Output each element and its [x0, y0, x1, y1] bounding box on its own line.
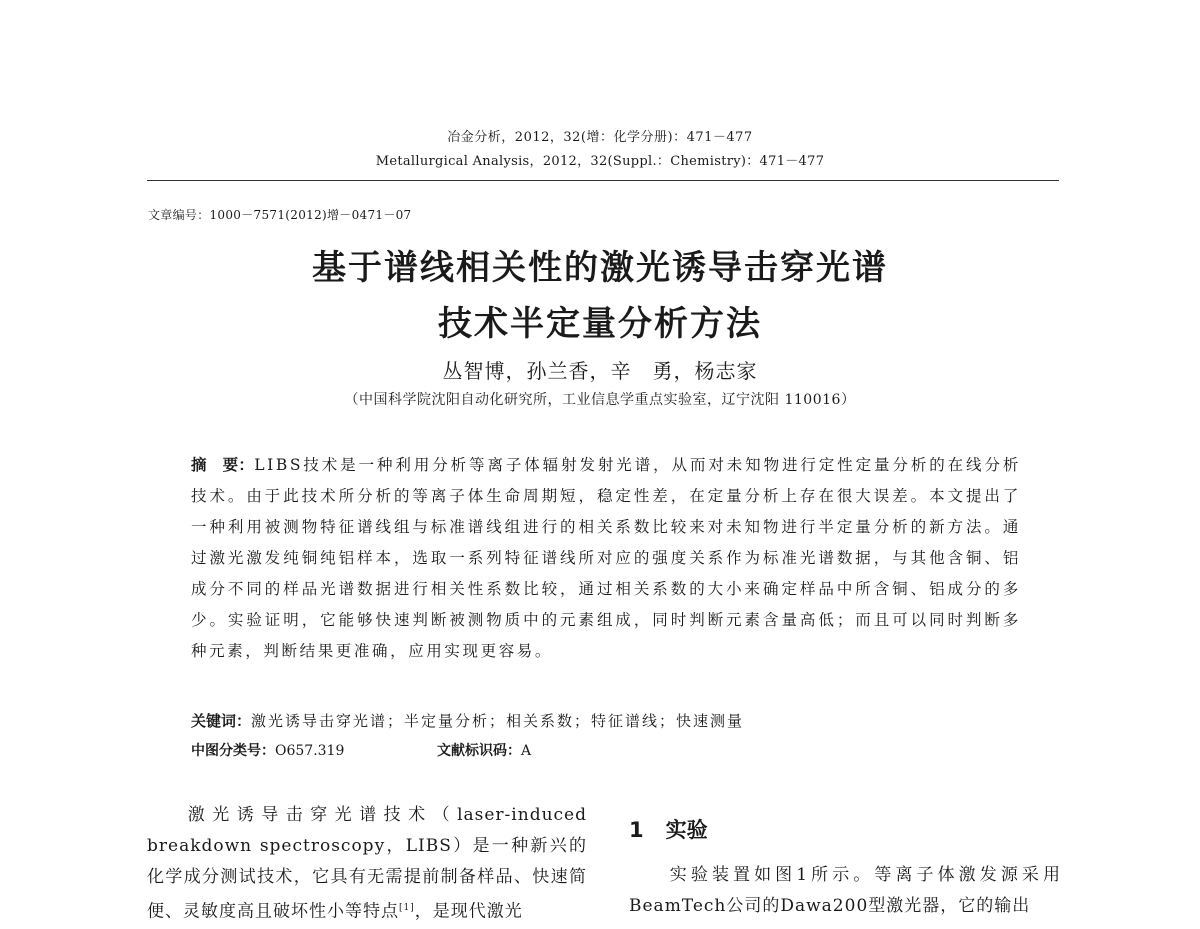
section-paragraph: 实验装置如图1所示。等离子体激发源采用BeamTech公司的Dawa200型激光器，它的输出: [629, 865, 1061, 916]
paper-title-line2: 技术半定量分析方法: [438, 304, 762, 344]
journal-header-en: Metallurgical Analysis，2012，32(Suppl.：Chemistry)：471－477: [375, 154, 825, 169]
section-heading: [629, 814, 708, 844]
journal-header-cn: 冶金分析，2012，32(增：化学分册)：471－477: [447, 130, 753, 145]
citation: [1]: [399, 903, 415, 913]
classification-row: [191, 740, 532, 760]
doc-code-label: 文献标识码：: [437, 743, 521, 759]
header-rule: [147, 180, 1059, 181]
abstract-text: LIBS技术是一种利用分析等离子体辐射发射光谱，从而对未知物进行定性定量分析的在线分析技术。由于此技术所分析的等离子体生命周期短，稳定性差，在定量分析上存在很大误差。本文提出了一种利用被测物特征谱线组与标准谱线组进行的相关系数比较来对未知物进行半定量分析的新方法。通过激光激发纯铜纯铝样本，选取一系列特征谱线所对应的强度关系作为标准光谱数据，与其他含铜、铝成分不同的样品光谱数据进行相关性系数比较，通过相关系数的大小来确定样品中所含铜、铝成分的多少。实验证明，它能够快速判断被测物质中的元素组成，同时判断元素含量高低；而且可以同时判断多种元素，判断结果更准确，应用实现更容易。: [191, 456, 1021, 660]
affiliation: （中国科学院沈阳自动化研究所，工业信息学重点实验室，辽宁沈阳 110016）: [344, 392, 856, 408]
section-title: 实验: [665, 818, 708, 842]
abstract: [191, 450, 1021, 667]
doc-code-value: A: [521, 743, 532, 759]
section-number: 1: [629, 818, 644, 842]
abstract-label: 摘 要：: [191, 456, 255, 474]
keywords: [191, 710, 744, 731]
clc-value: O657.319: [275, 743, 345, 759]
intro-column: [147, 800, 587, 928]
section-column: [629, 860, 1061, 922]
keywords-label: 关键词：: [191, 712, 252, 730]
clc-label: 中图分类号：: [191, 743, 275, 759]
article-number: 文章编号：1000－7571(2012)增－0471－07: [148, 208, 412, 222]
paper-title-line1: 基于谱线相关性的激光诱导击穿光谱: [312, 248, 888, 288]
authors: 丛智博，孙兰香，辛 勇，杨志家: [442, 359, 758, 383]
keywords-text: 激光诱导击穿光谱；半定量分析；相关系数；特征谱线；快速测量: [251, 712, 745, 730]
intro-paragraph: 激光诱导击穿光谱技术（laser-induced breakdown spectroscopy，LIBS）是一种新兴的化学成分测试技术，它具有无需提前制备样品、快速简便、灵敏度高且破坏性小等特点[1]，是现代激光: [147, 805, 587, 922]
